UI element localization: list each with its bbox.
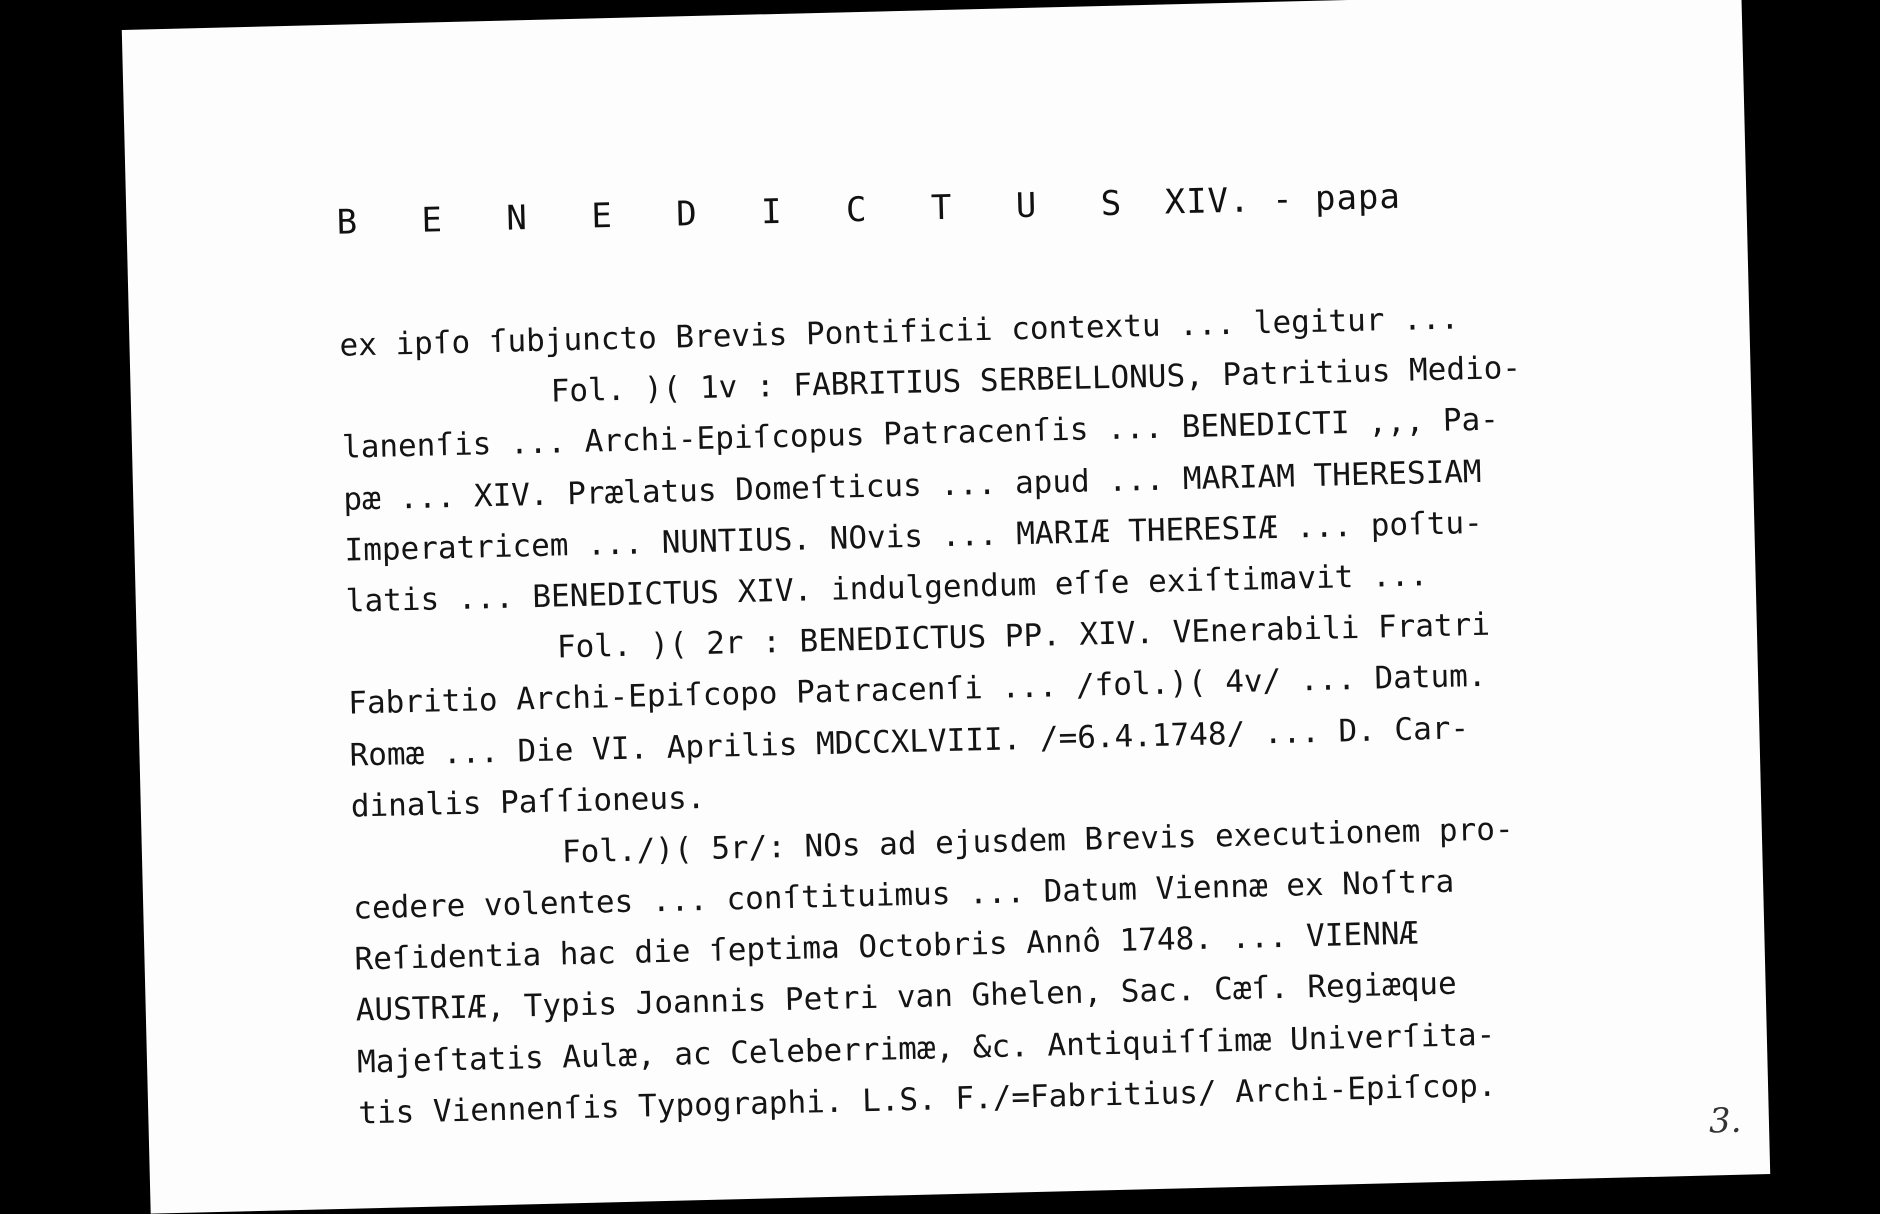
text-line: Fol. )( 1v : FABRITIUS SERBELLONUS, Patritius Medio- [550,350,1522,410]
text-line: AUSTRIÆ, Typis Joannis Petri van Ghelen, Sac. Cæſ. Regiæque [355,966,1458,1029]
text-line: pæ ... XIV. Prælatus Domeſticus ... apud ... MARIAM THERESIAM [342,453,1482,518]
text-line: lanenſis ... Archi-Epiſcopus Patracenſis ... BENEDICTI ,,, Pa- [341,401,1500,467]
text-line: Majeſtatis Aulæ, ac Celeberrimæ, &c. Antiquiſſimæ Univerſita- [356,1016,1496,1081]
text-line: Fabritio Archi-Epiſcopo Patracenſi ... /fol.)( 4v/ ... Datum. [347,658,1487,722]
text-line: Romæ ... Die VI. Aprilis MDCCXLVIII. /=6.4.1748/ ... D. Car- [349,709,1470,774]
text-line: tis Viennenſis Typographi. L.S. F./=Fabritius/ Archi-Epiſcop. [357,1067,1497,1132]
text-line: Fol./)( 5r/: NOs ad ejusdem Brevis executionem pro- [561,811,1515,871]
page-number: 3. [1708,1100,1742,1142]
text-line: ex ipſo ſubjuncto Brevis Pontificii contextu ... legitur ... [339,300,1460,364]
text-line: Imperatricem ... NUNTIUS. NOvis ... MARIÆ THERESIÆ ... poſtu- [344,504,1484,569]
card-heading [336,177,1401,243]
text-line: Fol. )( 2r : BENEDICTUS PP. XIV. VEnerabili Fratri [556,606,1491,666]
text-line: dinalis Paſſioneus. [350,779,706,825]
text-line: cedere volentes ... conſtituimus ... Datum Viennæ ex Noſtra [352,863,1455,927]
heading-rest: XIV. - papa [1164,176,1402,223]
index-card [122,0,1770,1214]
text-line: latis ... BENEDICTUS XIV. indulgendum eſſe exiſtimavit ... [345,557,1429,620]
card-body [339,289,1659,1140]
heading-name: B E N E D I C T U S [336,183,1144,243]
text-line: Reſidentia hac die ſeptima Octobris Annô 1748. ... VIENNÆ [354,915,1419,978]
